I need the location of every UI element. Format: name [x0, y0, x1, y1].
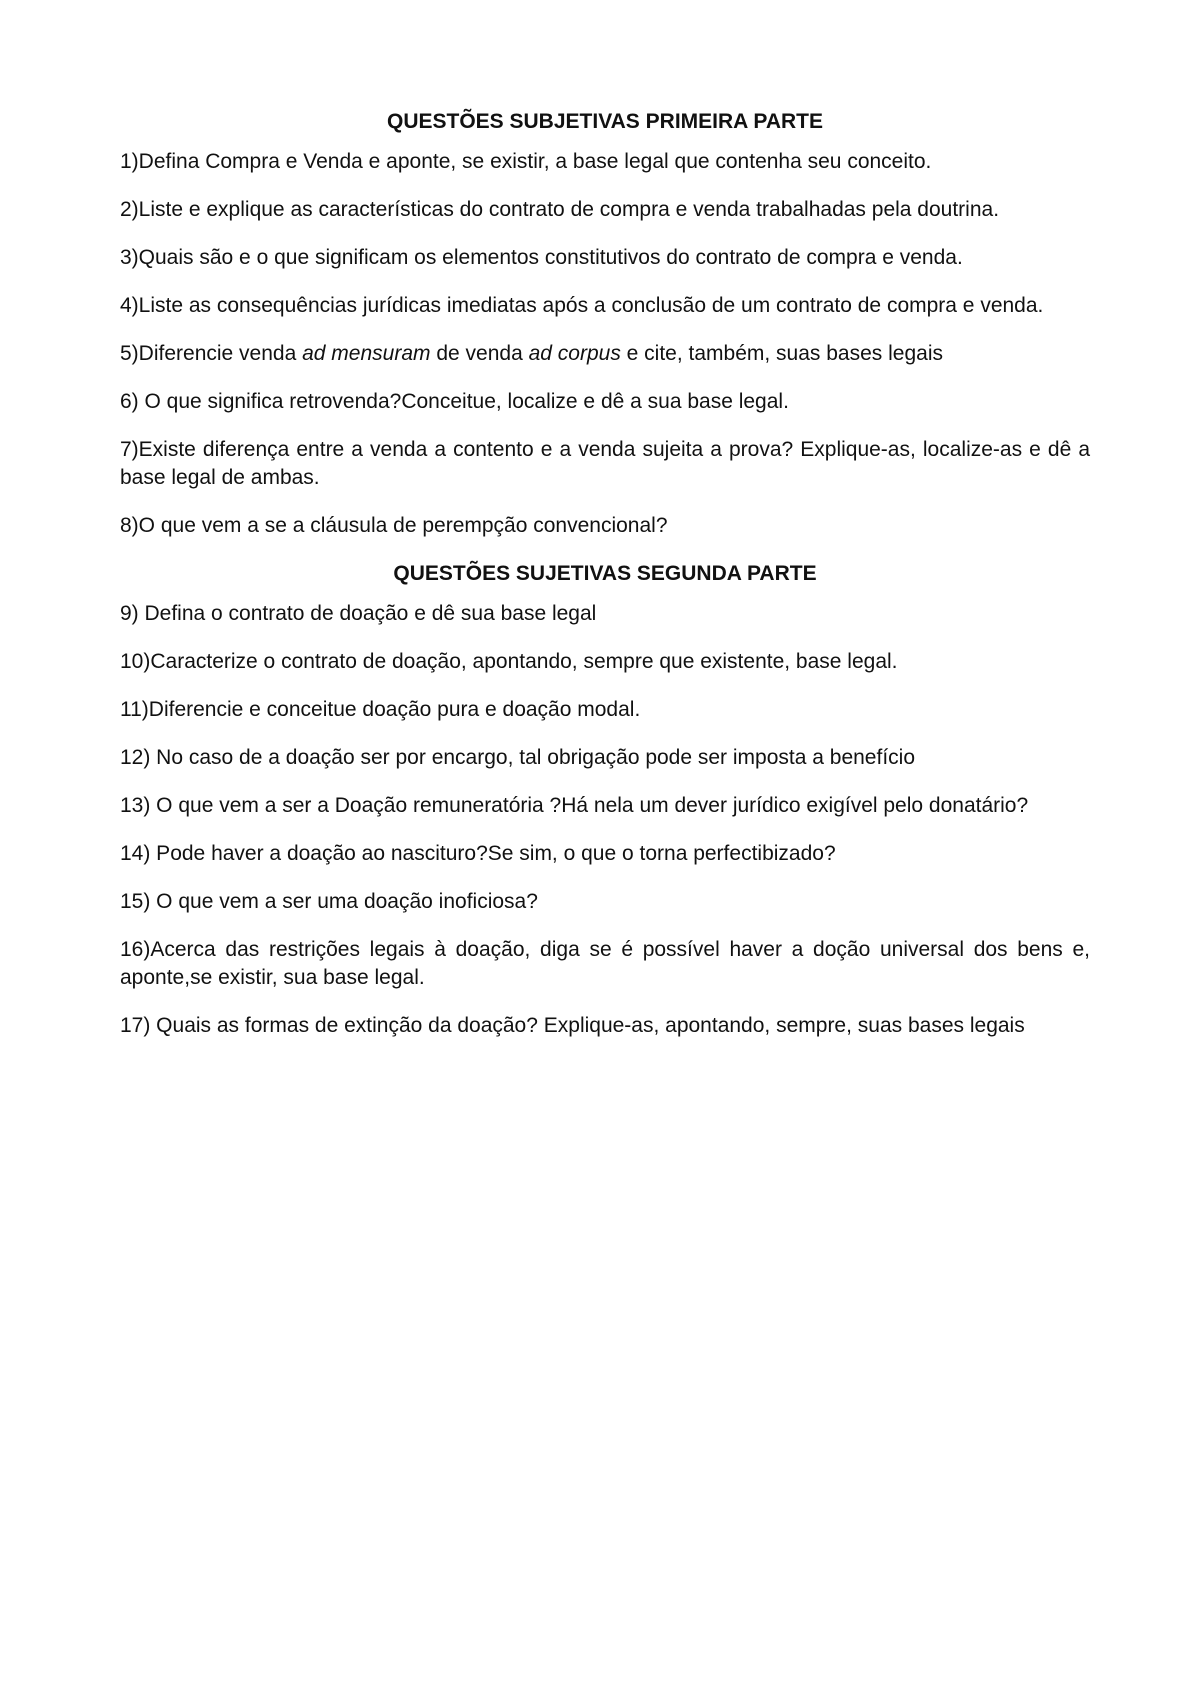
question-2: 2)Liste e explique as características do contrato de compra e venda trabalhadas pela doutrina.: [120, 198, 1000, 221]
question-17: 17) Quais as formas de extinção da doação? Explique-as, apontando, sempre, suas bases legais: [120, 1014, 1025, 1037]
document-page: [120, 108, 1090, 1060]
question-8: 8)O que vem a se a cláusula de perempção convencional?: [120, 514, 668, 537]
question-5-part-1: 5)Diferencie venda: [120, 342, 303, 365]
question-13: 13) O que vem a ser a Doação remuneratória ?Há nela um dever jurídico exigível pelo donatário?: [120, 794, 1029, 817]
question-5-part-2: de venda: [430, 342, 529, 365]
question-9: 9) Defina o contrato de doação e dê sua base legal: [120, 602, 597, 625]
question-3: 3)Quais são e o que significam os elementos constitutivos do contrato de compra e venda.: [120, 246, 963, 269]
question-12: 12) No caso de a doação ser por encargo, tal obrigação pode ser imposta a benefício: [120, 746, 915, 769]
section-title-primeira-parte: QUESTÕES SUBJETIVAS PRIMEIRA PARTE: [386, 110, 823, 133]
question-11: 11)Diferencie e conceitue doação pura e doação modal.: [120, 698, 641, 721]
question-1: 1)Defina Compra e Venda e aponte, se existir, a base legal que contenha seu conceito.: [120, 150, 932, 173]
question-6: 6) O que significa retrovenda?Conceitue, localize e dê a sua base legal.: [120, 390, 789, 413]
question-7: 7)Existe diferença entre a venda a contento e a venda sujeita a prova? Explique-as, localize-as e dê a base legal de ambas.: [120, 438, 1090, 489]
question-5-italic-ad-corpus: ad corpus: [528, 342, 621, 365]
question-15: 15) O que vem a ser uma doação inoficiosa?: [120, 890, 538, 913]
question-4: 4)Liste as consequências jurídicas imediatas após a conclusão de um contrato de compra e venda.: [120, 294, 1044, 317]
section-title-segunda-parte: QUESTÕES SUJETIVAS SEGUNDA PARTE: [393, 562, 817, 585]
question-16: 16)Acerca das restrições legais à doação, diga se é possível haver a doção universal dos bens e, aponte,se existir, sua base legal.: [120, 938, 1090, 989]
question-5-part-3: e cite, também, suas bases legais: [620, 342, 943, 365]
question-14: 14) Pode haver a doação ao nascituro?Se sim, o que o torna perfectibizado?: [120, 842, 836, 865]
question-10: 10)Caracterize o contrato de doação, apontando, sempre que existente, base legal.: [120, 650, 898, 673]
question-5: [120, 340, 1090, 368]
question-5-italic-ad-mensuram: ad mensuram: [302, 342, 431, 365]
